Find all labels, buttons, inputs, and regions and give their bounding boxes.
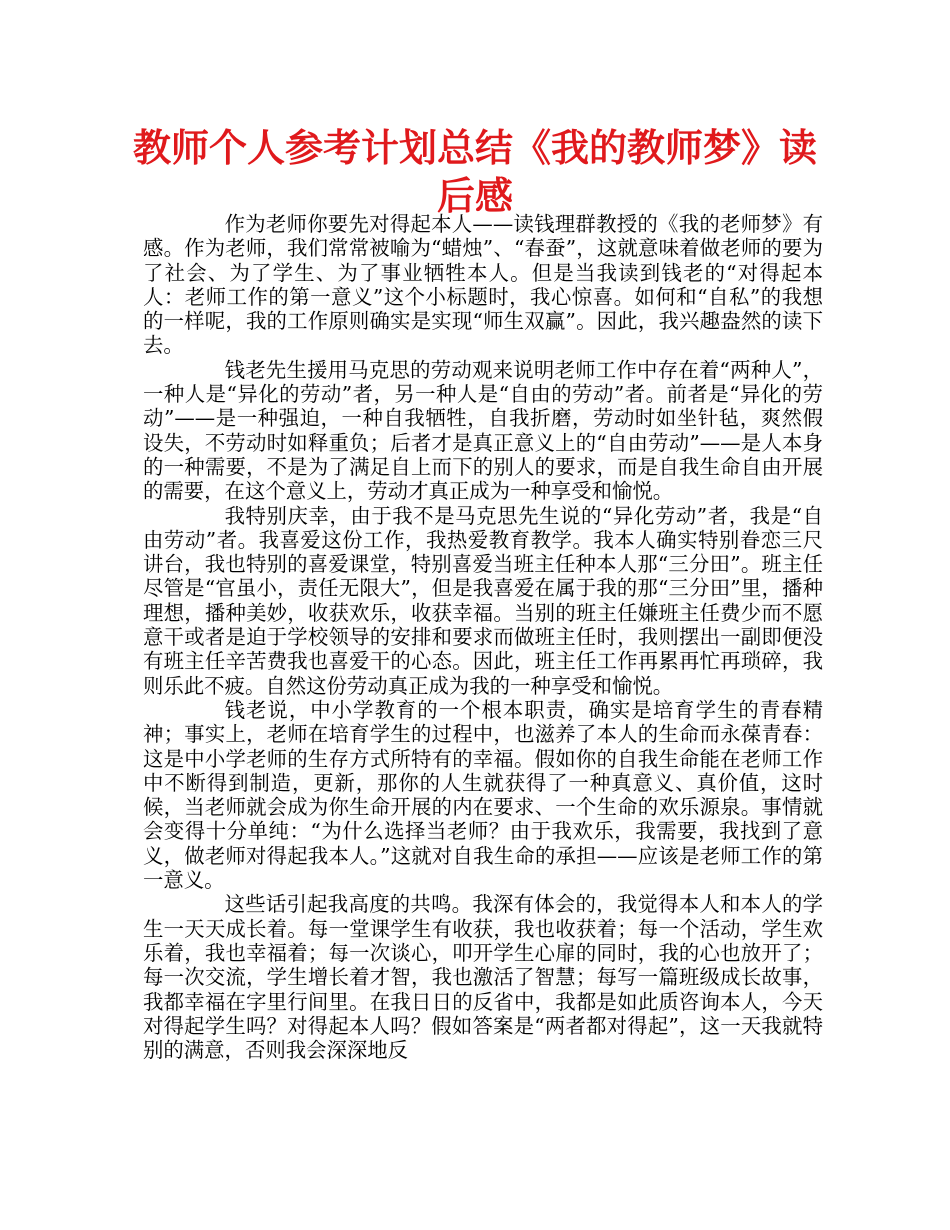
paragraph: 我特别庆幸，由于我不是马克思先生说的“异化劳动”者，我是“自由劳动”者。我喜爱这份工作，我热爱教育教学。我本人确实特别眷恋三尺讲台，我也特别的喜爱课堂，特别喜爱当班主任种本人那“三分田”。班主任尽管是“官虽小，责任无限大”，但是我喜爱在属于我的那“三分田”里，播种理想，播种美妙，收获欢乐，收获幸福。当别的班主任嫌班主任费少而不愿意干或者是迫于学校领导的安排和要求而做班主任时，我则摆出一副即便没有班主任辛苦费我也喜爱干的心态。因此，班主任工作再累再忙再琐碎，我则乐此不疲。自然这份劳动真正成为我的一种享受和愉悦。 xyxy=(143,503,823,698)
paragraph: 这些话引起我高度的共鸣。我深有体会的，我觉得本人和本人的学生一天天成长着。每一堂课学生有收获，我也收获着；每一个活动，学生欢乐着，我也幸福着；每一次谈心，叩开学生心扉的同时，我的心也放开了；每一次交流，学生增长着才智，我也激活了智慧；每写一篇班级成长故事，我都幸福在字里行间里。在我日日的反省中，我都是如此质咨询本人，今天对得起学生吗？对得起本人吗？假如答案是“两者都对得起”，这一天我就特别的满意，否则我会深深地反 xyxy=(143,892,823,1063)
document-body xyxy=(143,212,823,1062)
paragraph: 钱老先生援用马克思的劳动观来说明老师工作中存在着“两种人”，一种人是“异化的劳动”者，另一种人是“自由的劳动”者。前者是“异化的劳动”——是一种强迫，一种自我牺牲，自我折磨，劳动时如坐针毡，爽然假设失，不劳动时如释重负；后者才是真正意义上的“自由劳动”——是人本身的一种需要，不是为了满足自上而下的别人的要求，而是自我生命自由开展的需要，在这个意义上，劳动才真正成为一种享受和愉悦。 xyxy=(143,357,823,504)
paragraph: 作为老师你要先对得起本人——读钱理群教授的《我的老师梦》有感。作为老师，我们常常被喻为“蜡烛”、“春蚕”，这就意味着做老师的要为了社会、为了学生、为了事业牺牲本人。但是当我读到钱老的“对得起本人：老师工作的第一意义”这个小标题时，我心惊喜。如何和“自私”的我想的一样呢，我的工作原则确实是实现“师生双赢”。因此，我兴趣盎然的读下去。 xyxy=(143,212,823,358)
document-title: 教师个人参考计划总结《我的教师梦》读后感 xyxy=(132,126,817,218)
paragraph: 钱老说，中小学教育的一个根本职责，确实是培育学生的青春精神；事实上，老师在培育学生的过程中，也滋养了本人的生命而永葆青春：这是中小学老师的生存方式所特有的幸福。假如你的自我生命能在老师工作中不断得到制造，更新，那你的人生就获得了一种真意义、真价值，这时候，当老师就会成为你生命开展的内在要求、一个生命的欢乐源泉。事情就会变得十分单纯：“为什么选择当老师？由于我欢乐，我需要，我找到了意义，做老师对得起我本人。”这就对自我生命的承担——应该是老师工作的第一意义。 xyxy=(143,697,823,893)
